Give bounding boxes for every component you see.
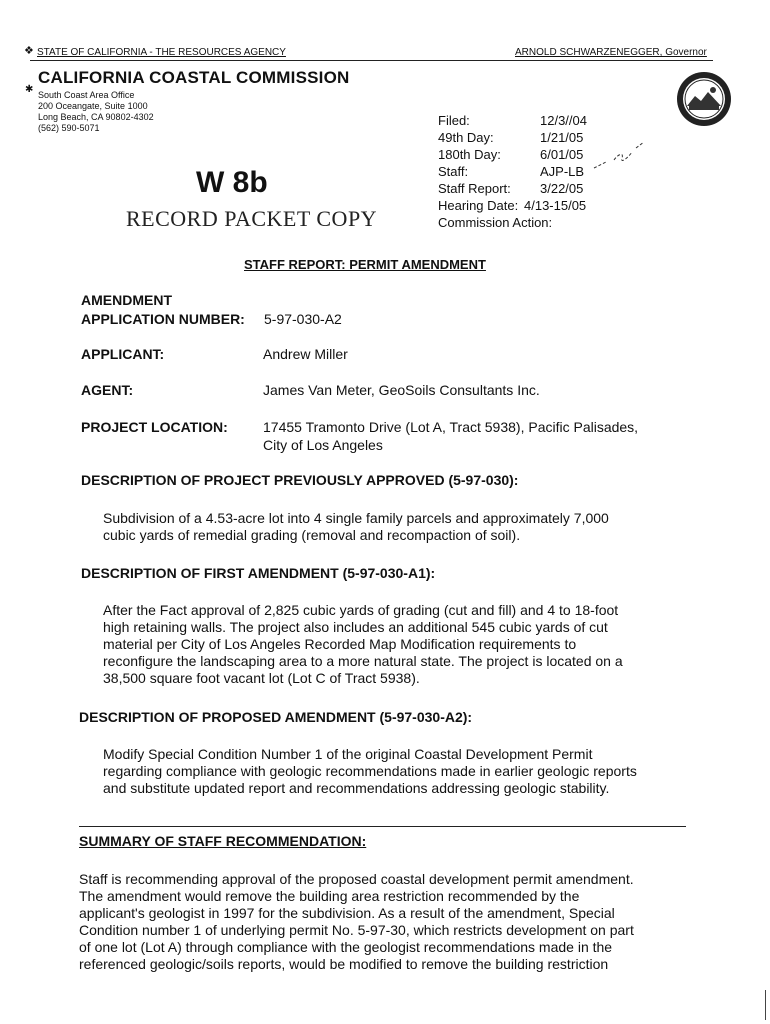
body-line: cubic yards of remedial grading (removal and recompaction of soil). — [103, 527, 521, 543]
meta-label: 49th Day: — [438, 130, 494, 145]
section-heading-proposed-amendment: DESCRIPTION OF PROPOSED AMENDMENT (5-97-030-A2): — [79, 709, 473, 725]
body-line: material per City of Los Angeles Recorded Map Modification requirements to — [103, 636, 577, 652]
meta-label: Filed: — [438, 113, 470, 128]
agency-name: STATE OF CALIFORNIA - THE RESOURCES AGENCY — [37, 47, 286, 58]
application-number-label: APPLICATION NUMBER: — [81, 311, 245, 327]
body-line: Modify Special Condition Number 1 of the original Coastal Development Permit — [103, 746, 593, 762]
summary-body — [79, 871, 634, 973]
commission-name: CALIFORNIA COASTAL COMMISSION — [38, 68, 350, 87]
meta-value: AJP-LB — [540, 164, 585, 179]
report-title: STAFF REPORT: PERMIT AMENDMENT — [244, 257, 486, 272]
agent-label: AGENT: — [81, 382, 134, 398]
governor-name: ARNOLD SCHWARZENEGGER, Governor — [515, 47, 707, 58]
applicant-label: APPLICANT: — [81, 346, 165, 362]
body-line: The amendment would remove the building area restriction recommended by the — [79, 888, 580, 904]
bear-mark-icon: ❖ — [24, 45, 34, 57]
meta-value: 6/01/05 — [540, 147, 584, 162]
meta-label: Staff: — [438, 164, 469, 179]
project-location-line: City of Los Angeles — [263, 437, 383, 453]
body-line: Staff is recommending approval of the proposed coastal development permit amendment. — [79, 871, 634, 887]
meta-value: 1/21/05 — [540, 130, 584, 145]
body-line: reconfigure the landscaping area to a more natural state. The project is located on a — [103, 653, 623, 669]
meta-label: Commission Action: — [438, 215, 553, 230]
body-line: applicant's geologist in 1997 for the subdivision. As a result of the amendment, Special — [79, 905, 615, 921]
body-line: 38,500 square foot vacant lot (Lot C of Tract 5938). — [103, 670, 420, 686]
section-body-proposed-amendment — [103, 746, 637, 797]
body-line: high retaining walls. The project also includes an additional 545 cubic yards of cut — [103, 619, 608, 635]
letterhead-rule — [30, 60, 713, 61]
project-location-label: PROJECT LOCATION: — [81, 419, 228, 435]
body-line: of one lot (Lot A) through compliance with the geologist recommendations made in the — [79, 939, 613, 955]
office-line: (562) 590-5071 — [38, 123, 100, 133]
applicant-value: Andrew Miller — [263, 346, 348, 362]
office-address — [38, 90, 154, 134]
state-seal-icon — [675, 70, 733, 128]
section-body-previously-approved — [103, 510, 609, 544]
agenda-item: W 8b — [196, 166, 268, 199]
office-mark-icon: ✱ — [25, 84, 34, 95]
office-line: Long Beach, CA 90802-4302 — [38, 112, 154, 122]
meta-label: 180th Day: — [438, 147, 501, 162]
agent-value: James Van Meter, GeoSoils Consultants Inc. — [263, 382, 540, 398]
meta-value: 12/3//04 — [540, 113, 587, 128]
application-number-value: 5-97-030-A2 — [264, 311, 342, 327]
summary-heading: SUMMARY OF STAFF RECOMMENDATION: — [79, 833, 367, 849]
body-line: Condition number 1 of underlying permit No. 5-97-30, which restricts development on part — [79, 922, 634, 938]
meta-label: Hearing Date: — [438, 198, 519, 213]
office-line: 200 Oceangate, Suite 1000 — [38, 101, 148, 111]
meta-label: Staff Report: — [438, 181, 511, 196]
body-line: referenced geologic/soils reports, would be modified to remove the building restriction — [79, 956, 609, 972]
body-line: and substitute updated report and recommendations addressing geologic stability. — [103, 780, 610, 796]
staff-initials-scribble — [592, 138, 648, 178]
project-location-line: 17455 Tramonto Drive (Lot A, Tract 5938), Pacific Palisades, — [263, 419, 639, 435]
body-line: Subdivision of a 4.53-acre lot into 4 single family parcels and approximately 7,000 — [103, 510, 609, 526]
meta-value: 4/13-15/05 — [524, 198, 587, 213]
body-line: After the Fact approval of 2,825 cubic yards of grading (cut and fill) and 4 to 18-foot — [103, 602, 619, 618]
section-body-first-amendment — [103, 602, 623, 687]
amendment-label: AMENDMENT — [81, 292, 172, 308]
body-line: regarding compliance with geologic recommendations made in earlier geologic reports — [103, 763, 637, 779]
scan-edge-mark — [765, 990, 766, 1020]
summary-rule — [79, 826, 686, 827]
section-heading-first-amendment: DESCRIPTION OF FIRST AMENDMENT (5-97-030-A1): — [81, 565, 436, 581]
record-packet-stamp: RECORD PACKET COPY — [126, 206, 378, 231]
meta-value: 3/22/05 — [540, 181, 584, 196]
section-heading-previously-approved: DESCRIPTION OF PROJECT PREVIOUSLY APPROVED (5-97-030): — [81, 472, 519, 488]
office-line: South Coast Area Office — [38, 90, 135, 100]
